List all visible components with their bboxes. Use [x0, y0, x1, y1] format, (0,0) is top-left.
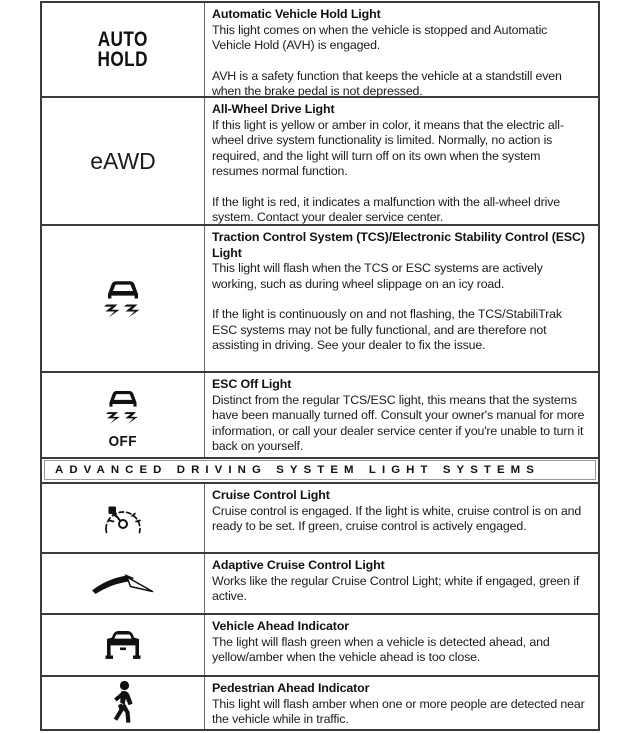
table-row: [42, 98, 598, 226]
row-paragraph: If the light is continuously on and not flashing, the TCS/StabiliTrak ESC systems may not be fully functional, and are therefore not assisting in driving. See your dealer to fix the issue.: [212, 307, 562, 353]
row-paragraph: The light will flash green when a vehicle is detected ahead, and yellow/amber when the vehicle ahead is too close.: [212, 634, 550, 665]
table-row: [42, 554, 598, 615]
row-paragraph: Cruise control is engaged. If the light is white, cruise control is on and ready to be set. If green, cruise control is actively engaged.: [212, 503, 582, 534]
warning-light-table: [40, 1, 600, 731]
row-title: Adaptive Cruise Control Light: [212, 558, 385, 572]
row-title: Vehicle Ahead Indicator: [212, 619, 350, 633]
car-front-icon: [92, 624, 154, 666]
description-cell: [205, 484, 598, 552]
row-paragraph: Distinct from the regular TCS/ESC light, this means that the systems have been manually turned off. Consult your owner's manual for more information, or call your dealer service center if you're unable to turn it back on yourself.: [212, 392, 585, 454]
description-cell: [205, 677, 598, 729]
row-paragraph: This light will flash amber when one or more people are detected near the vehicle while in traffic.: [212, 696, 585, 727]
icon-cell: [42, 3, 205, 96]
icon-cell: [42, 373, 205, 457]
paragraph-spacer: [212, 54, 589, 69]
car-skid-icon: [92, 268, 154, 330]
car-skid-off-icon: [95, 382, 151, 449]
table-row: [42, 226, 598, 373]
row-title: Automatic Vehicle Hold Light: [212, 7, 381, 21]
description-cell: [205, 3, 598, 99]
description-cell: [205, 554, 598, 613]
description-cell: [205, 98, 598, 224]
auto-hold-line1: AUTO: [97, 27, 149, 51]
speedometer-cruise-icon: [94, 495, 152, 541]
row-paragraph: This light comes on when the vehicle is stopped and Automatic Vehicle Hold (AVH) is engaged.: [212, 22, 548, 53]
row-paragraph: If the light is red, it indicates a malfunction with the all-wheel drive system. Contact your dealer service center.: [212, 194, 561, 225]
row-title: Cruise Control Light: [212, 488, 330, 502]
table-row: [42, 484, 598, 554]
table-row: [42, 615, 598, 677]
description-cell: [205, 226, 598, 371]
table-row: [42, 373, 598, 459]
paragraph-spacer: [212, 180, 589, 195]
table-row: [42, 677, 598, 731]
section-banner-row: [42, 460, 598, 484]
row-title: All-Wheel Drive Light: [212, 102, 335, 116]
row-title: ESC Off Light: [212, 377, 292, 391]
paragraph-spacer: [212, 292, 589, 307]
icon-cell: [42, 615, 205, 675]
row-paragraph: AVH is a safety function that keeps the vehicle at a standstill even when the brake pedal is not depressed.: [212, 68, 562, 99]
row-title: Pedestrian Ahead Indicator: [212, 681, 370, 695]
row-paragraph: If this light is yellow or amber in color, it means that the electric all-wheel drive system functionality is limited. Normally, no action is required, and the light will turn off on its own when the system resumes normal function.: [212, 117, 564, 179]
adaptive-cruise-swoosh-icon: [86, 566, 160, 602]
esc-off-label: OFF: [108, 432, 138, 450]
icon-cell: [42, 484, 205, 552]
icon-cell: [42, 98, 205, 224]
icon-cell: [42, 677, 205, 729]
auto-hold-line2: HOLD: [97, 47, 149, 71]
icon-cell: [42, 226, 205, 371]
eawd-text-icon: eAWD: [90, 148, 156, 174]
auto-hold-text-icon: [97, 27, 149, 71]
table-row: [42, 3, 598, 98]
description-cell: [205, 615, 598, 675]
pedestrian-walking-icon: [103, 679, 143, 727]
row-title: Traction Control System (TCS)/Electronic Stability Control (ESC) Light: [212, 230, 585, 260]
row-paragraph: This light will flash when the TCS or ESC systems are actively working, such as during wheel slippage on an icy road.: [212, 261, 543, 291]
description-cell: [205, 373, 598, 457]
icon-cell: [42, 554, 205, 613]
row-paragraph: Works like the regular Cruise Control Light; white if engaged, green if active.: [212, 573, 580, 604]
section-banner-label: ADVANCED DRIVING SYSTEM LIGHT SYSTEMS: [44, 460, 596, 480]
